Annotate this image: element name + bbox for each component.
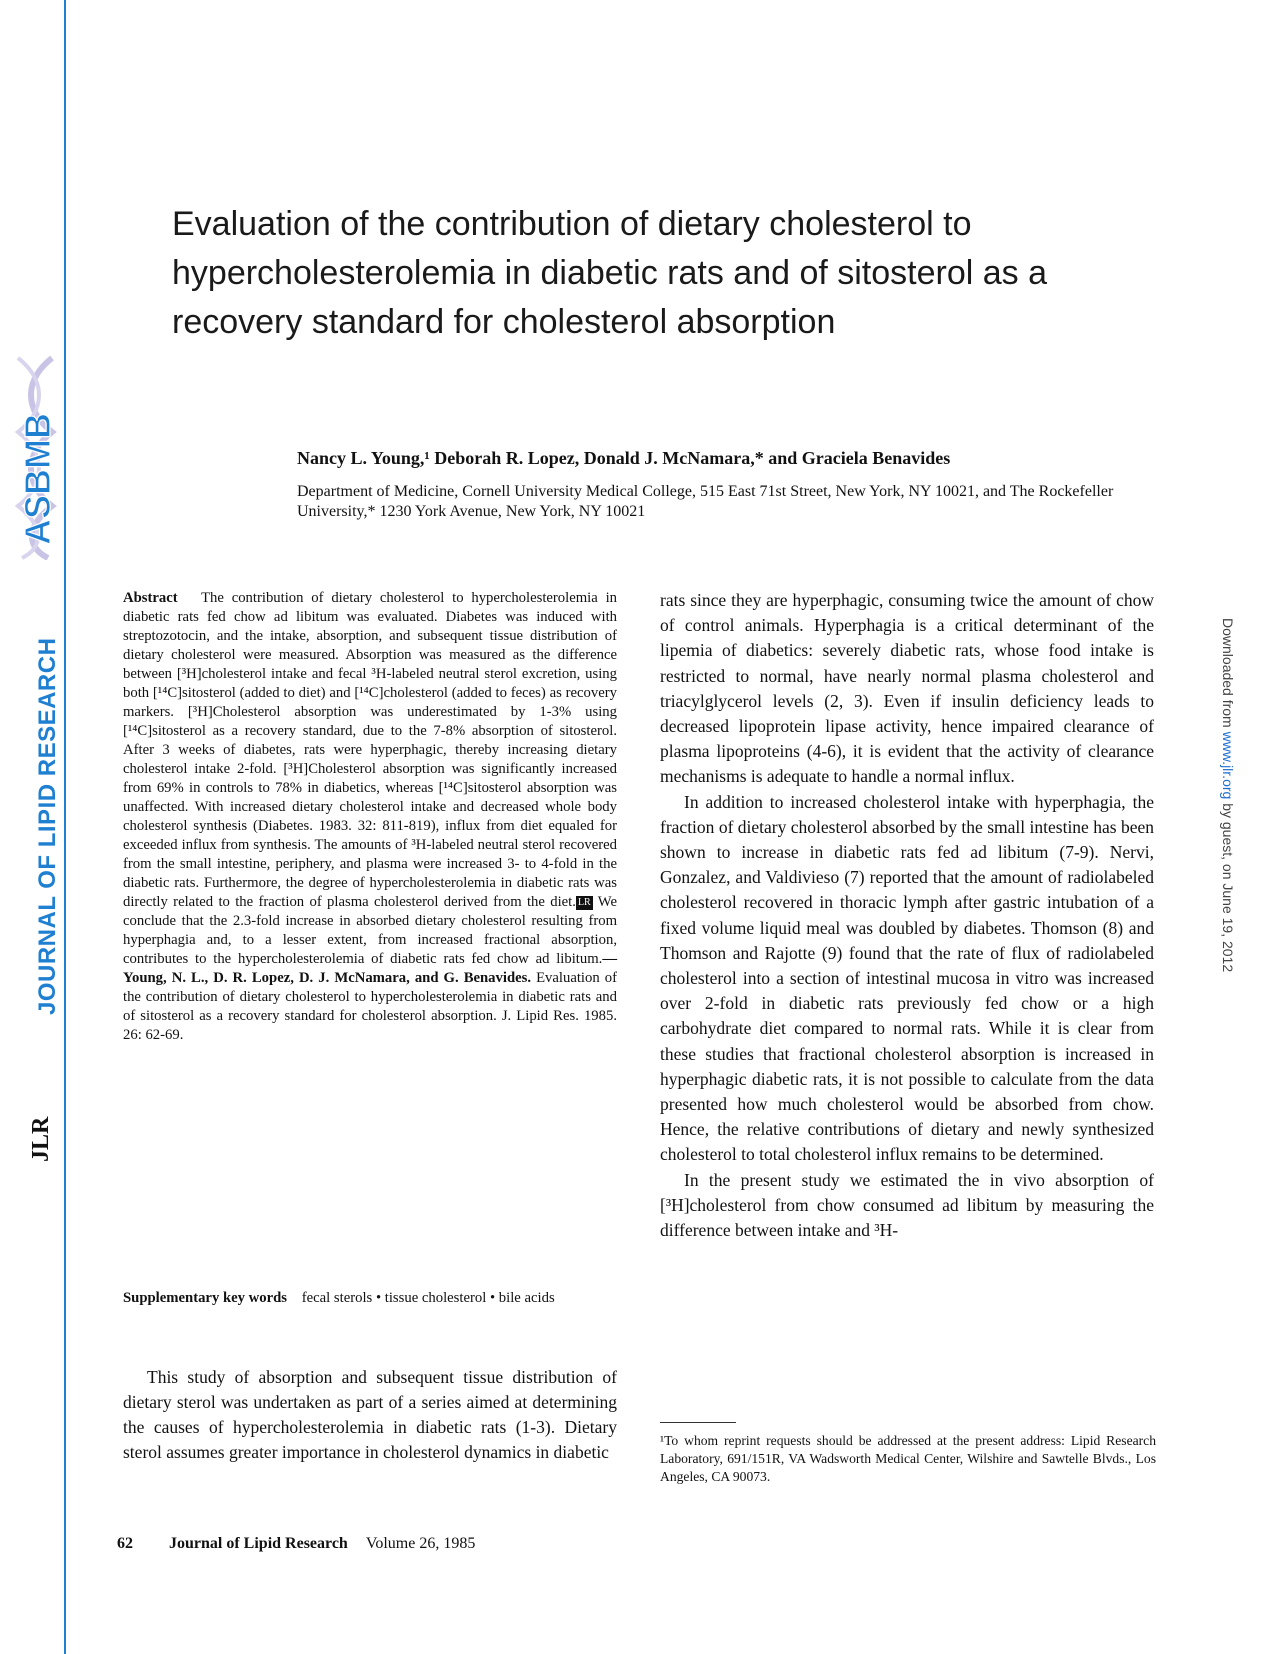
- logo-text: ASBMB: [17, 413, 58, 545]
- abstract: [123, 589, 617, 1045]
- sidebar-accent-line: [64, 0, 66, 1654]
- asbmb-logo: [4, 350, 64, 560]
- body-column-left: [123, 1365, 617, 1465]
- abstract-citation: Evaluation of the contribution of dietary cholesterol to hypercholesterolemia in diabetic rats and of sitosterol as a recovery standard for cholesterol absorption. J. Lipid Res. 1985. 26: 62-69.: [123, 970, 617, 1043]
- body-column-right: [660, 588, 1154, 1243]
- abstract-heading: Abstract: [123, 590, 178, 606]
- jlr-mark: JLR: [28, 1116, 54, 1162]
- page-footer: [117, 1535, 475, 1553]
- journal-title: Journal of Lipid Research: [169, 1535, 348, 1552]
- body-paragraph: This study of absorption and subsequent tissue distribution of dietary sterol was undertaken as part of a series aimed at determining the causes of hypercholesterolemia in diabetic rats (1-3). Dietary sterol assumes greater importance in cholesterol dynamics in diabetic: [123, 1367, 617, 1462]
- download-suffix: by guest, on June 19, 2012: [1220, 799, 1236, 973]
- download-note: [1220, 618, 1236, 972]
- abstract-text: The contribution of dietary cholesterol to hypercholesterolemia in diabetic rats fed chow ad libitum was evaluated. Diabetes was induced with streptozotocin, and the intake, absorption, and subsequent tissue distribution of dietary cholesterol were measured. Absorption was measured as the difference between [³H]cholesterol intake and fecal ³H-labeled neutral sterol excretion, using both [¹⁴C]sitosterol (added to diet) and [¹⁴C]cholesterol (added to feces) as recovery markers. [³H]Cholesterol absorption was underestimated by 1-3% using [¹⁴C]sitosterol as a recovery standard, due to the 7-8% absorption of sitosterol. After 3 weeks of diabetes, rats were hyperphagic, thereby increasing dietary cholesterol intake 2-fold. [³H]Cholesterol absorption was significantly increased from 69% in controls to 78% in diabetics, whereas [¹⁴C]sitosterol absorption was unaffected. With increased dietary cholesterol intake and decreased whole body cholesterol synthesis (Diabetes. 1983. 32: 811-819), influx from diet equaled for exceeded influx from synthesis. The amounts of ³H-labeled neutral sterol recovered from the small intestine, periphery, and plasma were increased 3- to 4-fold in the diabetic rats. Furthermore, the degree of hypercholesterolemia in diabetic rats was directly related to the fraction of plasma cholesterol derived from the diet.: [123, 590, 618, 910]
- volume-info: Volume 26, 1985: [365, 1535, 476, 1552]
- affiliation: Department of Medicine, Cornell University Medical College, 515 East 71st Street, New York, NY 10021, and The Rockefeller University,* 1230 York Avenue, New York, NY 10021: [297, 483, 1114, 520]
- keywords-label: Supplementary key words: [123, 1290, 288, 1306]
- body-paragraph: In the present study we estimated the in vivo absorption of [³H]cholesterol from chow consumed ad libitum by measuring the difference between intake and ³H-: [660, 1169, 1154, 1241]
- article-title: Evaluation of the contribution of dietary cholesterol to hypercholesterolemia in diabetic rats and of sitosterol as a recovery standard for cholesterol absorption: [172, 205, 1048, 341]
- journal-name-vertical: JOURNAL OF LIPID RESEARCH: [34, 637, 61, 1015]
- authors: Nancy L. Young,¹ Deborah R. Lopez, Donald J. McNamara,* and Graciela Benavides: [297, 448, 951, 468]
- keywords: [123, 1289, 617, 1308]
- download-link[interactable]: www.jlr.org: [1220, 731, 1236, 800]
- abstract-conclusion: We conclude that the 2.3-fold increase in absorbed dietary cholesterol resulting from hyperphagia and, to a lesser extent, from increased fractional absorption, contributes to the hypercholesterolemia of diabetic rats fed chow ad libitum.: [123, 894, 617, 967]
- body-paragraph: In addition to increased cholesterol intake with hyperphagia, the fraction of dietary cholesterol absorbed by the small intestine has been shown to increase in diabetic rats fed ad libitum (7-9). Nervi, Gonzalez, and Valdivieso (7) reported that the amount of radiolabeled cholesterol recovered in thoracic lymph after gastric intubation of a fixed volume liquid meal was doubled by diabetes. Thomson (8) and Thomson and Rajotte (9) found that the rate of flux of radiolabeled cholesterol into a section of intestinal mucosa in vitro was increased over 2-fold in diabetic rats previously fed chow or a high carbohydrate diet compared to normal rats. While it is clear from these studies that fractional cholesterol absorption is increased in hyperphagic diabetic rats, it is not possible to calculate from the data presented how much cholesterol would be absorbed from chow. Hence, the relative contributions of dietary and newly synthesized cholesterol to total cholesterol influx remains to be determined.: [660, 791, 1154, 1165]
- lr-box-icon: LR: [577, 897, 591, 908]
- footnote: ¹To whom reprint requests should be addressed at the present address: Lipid Research Laboratory, 691/151R, VA Wadsworth Medical Center, Wilshire and Sawtelle Blvds., Los Angeles, CA 90073.: [660, 1433, 1156, 1484]
- abstract-citation-authors: —Young, N. L., D. R. Lopez, D. J. McNamara, and G. Benavides.: [123, 951, 617, 986]
- keywords-items: fecal sterols • tissue cholesterol • bile acids: [301, 1290, 555, 1306]
- footnote-rule: [660, 1422, 736, 1423]
- page-number: 62: [117, 1535, 133, 1552]
- download-prefix: Downloaded from: [1220, 618, 1236, 732]
- body-paragraph: rats since they are hyperphagic, consuming twice the amount of chow of control animals. Hyperphagia is a critical determinant of the lipemia of diabetics: severely diabetic rats, whose food intake is restricted to normal, have nearly normal plasma cholesterol and triacylglycerol levels (2, 3). Even if insulin deficiency leads to decreased lipoprotein lipase activity, hence impaired clearance of plasma lipoproteins (4-6), it is evident that the activity of clearance mechanisms is adequate to handle a normal influx.: [660, 590, 1154, 787]
